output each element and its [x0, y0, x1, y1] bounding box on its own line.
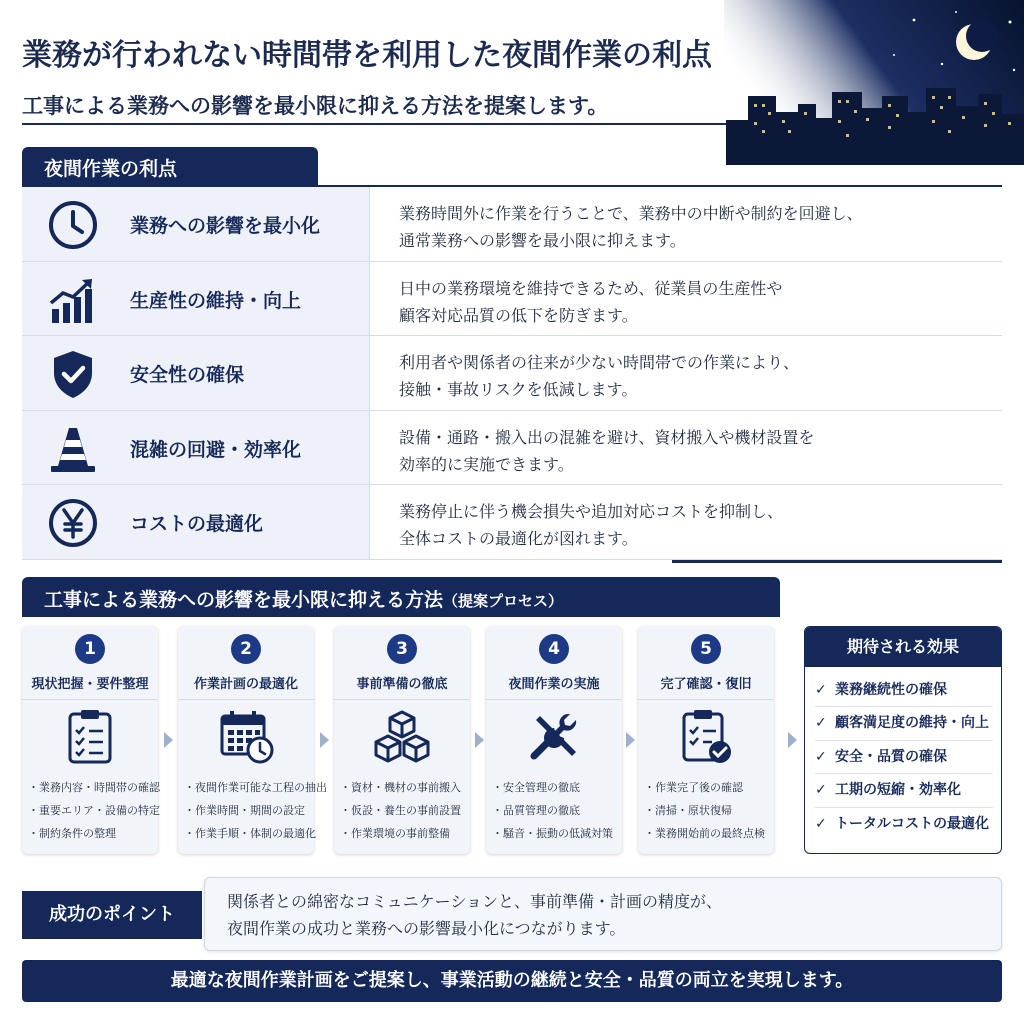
benefit-title: 安全性の確保 — [130, 364, 245, 387]
wrench-screwdriver-icon — [524, 706, 584, 766]
arrow-right-icon — [164, 732, 173, 748]
arrow-right-icon — [320, 732, 329, 748]
step-items: ・資材・機材の事前搬入 ・仮設・養生の事前設置 ・作業環境の事前整備 — [340, 781, 461, 840]
process-step-5 — [638, 626, 774, 854]
step-number: 4 — [539, 634, 569, 664]
benefit-row — [22, 262, 1002, 337]
growth-chart-icon — [46, 273, 100, 327]
benefits-table — [22, 187, 1002, 560]
benefit-title: 生産性の維持・向上 — [130, 289, 302, 312]
process-step-4 — [486, 626, 622, 854]
benefits-heading: 夜間作業の利点 — [22, 147, 318, 185]
step-items: ・安全管理の徹底 ・品質管理の徹底 ・騒音・振動の低減対策 — [492, 781, 613, 840]
expected-effects-box — [804, 626, 1002, 854]
step-title: 事前準備の徹底 — [356, 677, 448, 692]
calendar-clock-icon — [216, 706, 276, 766]
benefit-title: 業務への影響を最小化 — [130, 215, 321, 237]
benefit-row — [22, 336, 1002, 411]
benefits-bottom-rule — [672, 560, 1002, 563]
effects-list — [805, 667, 1001, 841]
effects-heading: 期待される効果 — [805, 627, 1001, 667]
clock-icon — [46, 198, 100, 252]
step-title: 完了確認・復旧 — [660, 677, 752, 692]
title-divider — [22, 123, 727, 125]
arrow-right-icon — [788, 732, 797, 748]
process-step-1 — [22, 626, 158, 854]
arrow-right-icon — [626, 732, 635, 748]
benefit-description: 設備・通路・搬入出の混雑を避け、資材搬入や機材設置を 効率的に実施できます。 — [399, 427, 815, 474]
step-number: 1 — [75, 634, 105, 664]
benefit-row — [22, 411, 1002, 486]
footer-banner: 最適な夜間作業計画をご提案し、事業活動の継続と安全・品質の両立を実現します。 — [22, 960, 1002, 1002]
effect-item: ✓ 顧客満足度の維持・向上 — [815, 707, 993, 740]
benefit-description: 業務停止に伴う機会損失や追加対応コストを抑制し、 全体コストの最適化が図れます。 — [399, 502, 784, 549]
step-items: ・業務内容・時間帯の確認 ・重要エリア・設備の特定 ・制約条件の整理 — [28, 781, 160, 840]
benefit-row — [22, 187, 1002, 262]
traffic-cone-icon — [46, 422, 100, 476]
effect-item: ✓ トータルコストの最適化 — [815, 808, 993, 841]
success-point-label: 成功のポイント — [22, 891, 202, 939]
process-heading-suffix: （提案プロセス） — [443, 592, 564, 610]
effect-item: ✓ 工期の短縮・効率化 — [815, 774, 993, 807]
process-step-3 — [334, 626, 470, 854]
benefit-description: 業務時間外に作業を行うことで、業務中の中断や制約を回避し、 通常業務への影響を最小限に抑えます。 — [399, 204, 863, 250]
success-point-box — [204, 877, 1002, 951]
benefit-title: 混雑の回避・効率化 — [130, 438, 302, 461]
step-title: 作業計画の最適化 — [193, 677, 298, 692]
page-title: 業務が行われない時間帯を利用した夜間作業の利点 — [22, 38, 712, 73]
checkmark-icon: ✓ — [815, 815, 827, 832]
benefit-description: 日中の業務環境を維持できるため、従業員の生産性や 顧客対応品質の低下を防ぎます。 — [399, 278, 783, 325]
step-number: 5 — [691, 634, 721, 664]
effect-item: ✓ 安全・品質の確保 — [815, 741, 993, 774]
clipboard-checklist-icon — [60, 706, 120, 766]
night-city-illustration — [724, 0, 1024, 165]
step-number: 2 — [231, 634, 261, 664]
arrow-right-icon — [475, 732, 484, 748]
header — [0, 0, 1024, 165]
page-subtitle: 工事による業務への影響を最小限に抑える方法を提案します。 — [22, 94, 609, 118]
benefit-description: 利用者や関係者の往来が少ない時間帯での作業により、 接触・事故リスクを低減します。 — [399, 353, 800, 400]
checkmark-icon: ✓ — [815, 748, 827, 765]
shield-check-icon — [46, 347, 100, 401]
yen-icon — [46, 496, 100, 550]
step-items: ・作業完了後の確認 ・清掃・原状復帰 ・業務開始前の最終点検 — [644, 781, 765, 840]
step-title: 現状把握・要件整理 — [31, 677, 149, 692]
process-step-2 — [178, 626, 327, 854]
checkmark-icon: ✓ — [815, 782, 827, 799]
boxes-icon — [372, 706, 432, 766]
effect-item: ✓ 業務継続性の確保 — [815, 674, 993, 707]
benefit-row — [22, 485, 1002, 560]
benefit-title: コストの最適化 — [130, 513, 264, 536]
step-items: ・夜間作業可能な工程の抽出 ・作業時間・期間の設定 ・作業手順・体制の最適化 — [184, 781, 327, 840]
step-number: 3 — [387, 634, 417, 664]
success-point-text: 関係者との綿密なコミュニケーションと、事前準備・計画の精度が、 夜間作業の成功と業務への影響最小化につながります。 — [227, 892, 723, 938]
clipboard-done-icon — [676, 706, 736, 766]
checkmark-icon: ✓ — [815, 682, 827, 698]
process-heading: 工事による業務への影響を最小限に抑える方法（提案プロセス） — [22, 577, 780, 617]
checkmark-icon: ✓ — [815, 715, 827, 732]
step-title: 夜間作業の実施 — [508, 677, 600, 692]
